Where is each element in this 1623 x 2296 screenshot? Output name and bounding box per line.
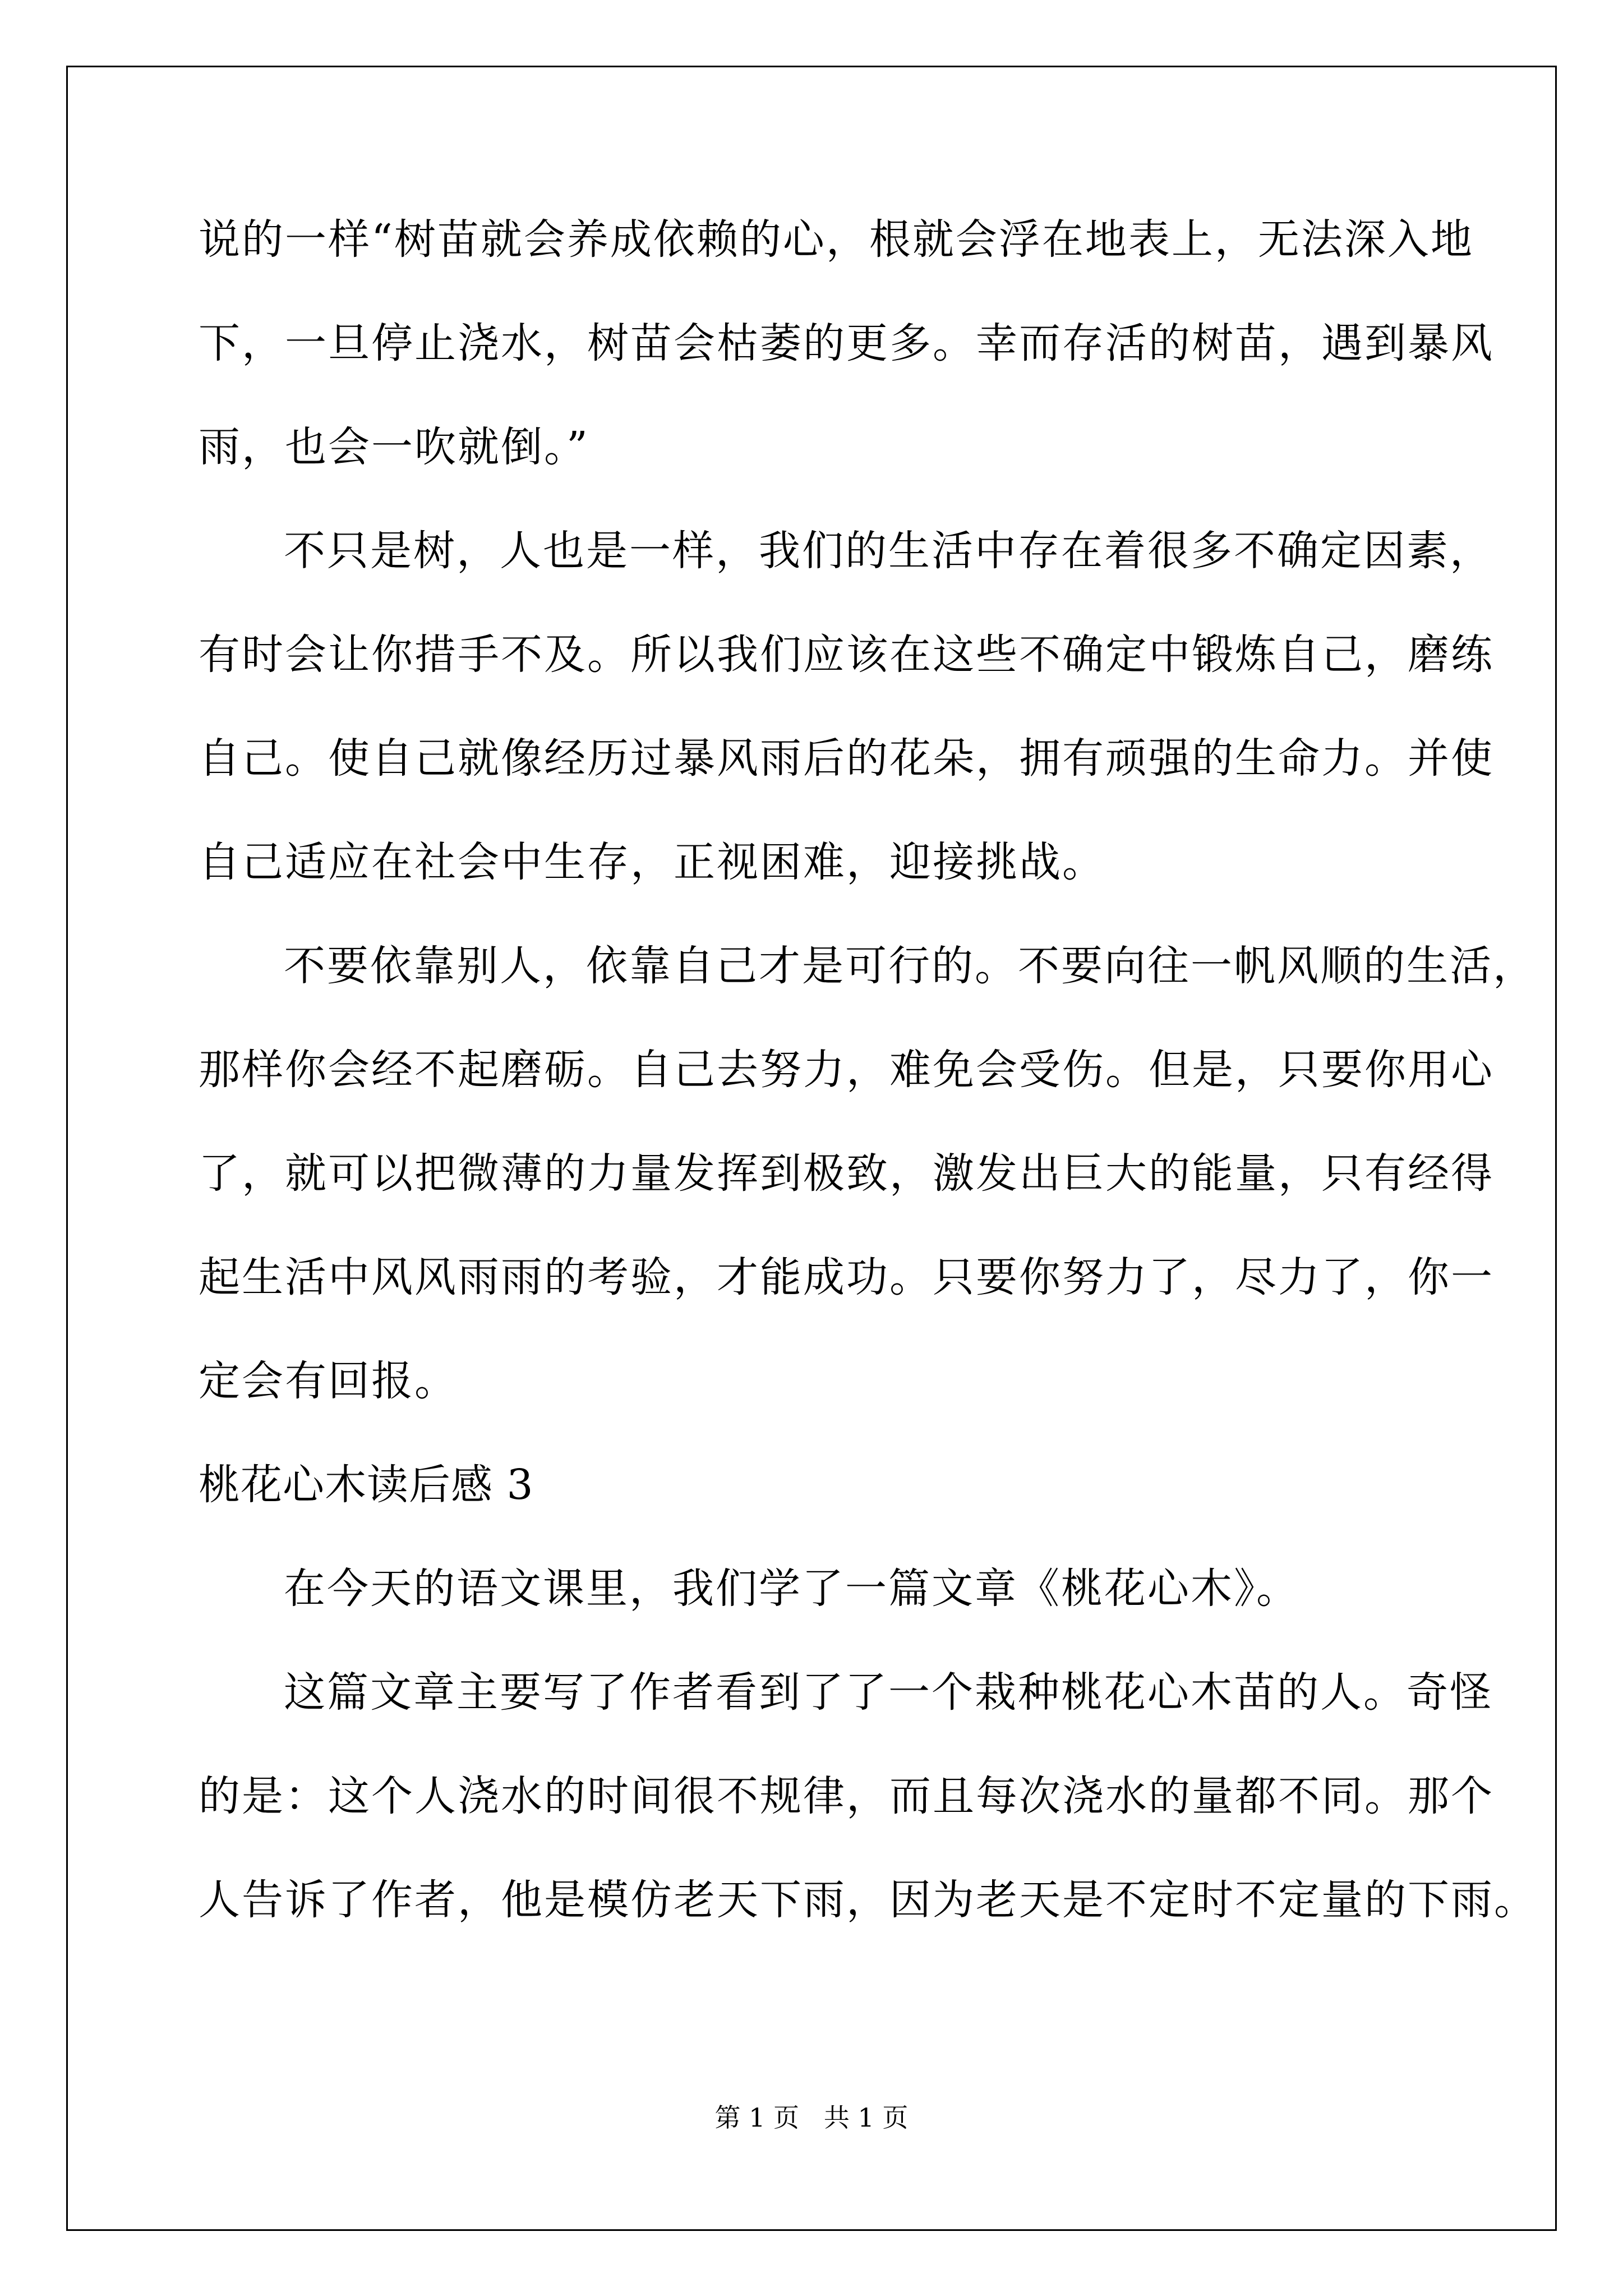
paragraph-line: 下，一旦停止浇水，树苗会枯萎的更多。幸而存活的树苗，遇到暴风 <box>199 319 1494 367</box>
paragraph-line: 定会有回报。 <box>199 1357 458 1405</box>
paragraph-line: 起生活中风风雨雨的考验，才能成功。只要你努力了，尽力了，你一 <box>199 1253 1494 1301</box>
paragraph-line: 有时会让你措手不及。所以我们应该在这些不确定中锻炼自己，磨练 <box>199 631 1494 679</box>
paragraph-line: 不要依靠别人，依靠自己才是可行的。不要向往一帆风顺的生活， <box>284 942 1536 990</box>
section-heading: 桃花心木读后感 3 <box>199 1461 534 1509</box>
paragraph-line: 那样你会经不起磨砺。自己去努力，难免会受伤。但是，只要你用心 <box>199 1046 1494 1094</box>
paragraph-line: 了，就可以把微薄的力量发挥到极致，激发出巨大的能量，只有经得 <box>199 1149 1494 1198</box>
page-number-footer: 第 1 页 共 1 页 <box>714 2102 909 2133</box>
paragraph-line: 说的一样“树苗就会养成依赖的心，根就会浮在地表上，无法深入地 <box>199 215 1474 264</box>
paragraph-line: 雨，也会一吹就倒。” <box>199 423 589 471</box>
paragraph-line: 在今天的语文课里，我们学了一篇文章《桃花心木》。 <box>284 1565 1299 1613</box>
paragraph-line: 不只是树，人也是一样，我们的生活中存在着很多不确定因素， <box>284 527 1493 575</box>
document-body <box>199 213 1537 1977</box>
paragraph-line: 这篇文章主要写了作者看到了了一个栽种桃花心木苗的人。奇怪 <box>284 1668 1493 1717</box>
paragraph-line: 自己适应在社会中生存，正视困难，迎接挑战。 <box>199 838 1105 886</box>
paragraph-line: 自己。使自己就像经历过暴风雨后的花朵，拥有顽强的生命力。并使 <box>199 734 1494 783</box>
paragraph-line: 人告诉了作者，他是模仿老天下雨，因为老天是不定时不定量的下雨。 <box>199 1876 1537 1924</box>
paragraph-line: 的是：这个人浇水的时间很不规律，而且每次浇水的量都不同。那个 <box>199 1772 1494 1820</box>
